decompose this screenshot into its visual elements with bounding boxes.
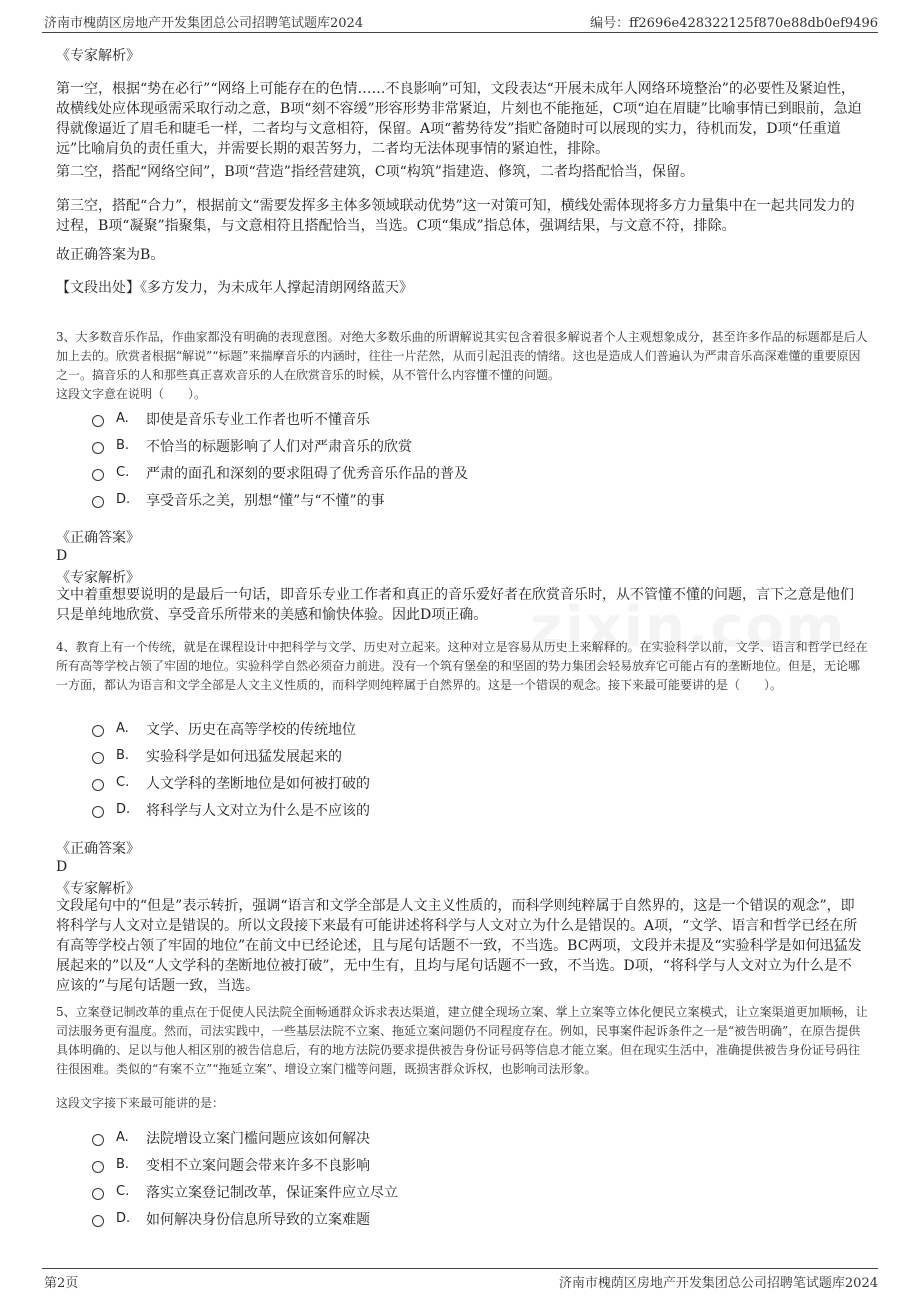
- q3-option-c[interactable]: C. 严肃的面孔和深刻的要求阻碍了优秀音乐作品的普及: [92, 459, 468, 486]
- q4-answer: D: [56, 859, 68, 875]
- radio-icon[interactable]: [92, 752, 104, 764]
- header-rule: [42, 32, 878, 33]
- q3-option-b[interactable]: B. 不恰当的标题影响了人们对严肃音乐的欣赏: [92, 432, 468, 459]
- q4-option-a[interactable]: A. 文学、历史在高等学校的传统地位: [92, 715, 370, 742]
- radio-icon[interactable]: [92, 779, 104, 791]
- q3-analysis: 文中着重想要说明的是最后一句话，即音乐专业工作者和真正的音乐爱好者在欣赏音乐时，从不管懂不懂的问题，言下之意是他们只是单纯地欣赏、享受音乐所带来的美感和愉快体验。因此D项正确。: [56, 587, 854, 623]
- q2-source: 【文段出处】《多方发力，为未成年人撑起清朗网络蓝天》: [56, 280, 413, 296]
- q4-stem: 4、教育上有一个传统，就是在课程设计中把科学与文学、历史对立起来。这种对立是容易从历史上来解释的。在实验科学以前，文学、语言和哲学已经在所有高等学校占领了牢固的地位。实验科学自然必须奋力前进。没有一个筑有堡垒的和坚固的势力集团会轻易放弃它可能占有的垄断地位。但是，无论哪一方面，都认为语言和文学全部是人文主义性质的，而科学则纯粹属于自然界的。这是一个错误的观念。接下来最可能要讲的是（ ）。: [56, 640, 868, 692]
- radio-icon[interactable]: [92, 1215, 104, 1227]
- radio-icon[interactable]: [92, 806, 104, 818]
- q5-option-b[interactable]: B. 变相不立案问题会带来许多不良影响: [92, 1151, 398, 1178]
- radio-icon[interactable]: [92, 1188, 104, 1200]
- q4-options: [92, 715, 370, 823]
- q2-analysis-para-1: 第一空，根据“势在必行”“网络上可能存在的色情……不良影响”可知，文段表达“开展未成年人网络环境整治”的必要性及紧迫性，故横线处应体现亟需采取行动之意，B项“刻不容缓”形容形势非常紧迫，片刻也不能拖延，C项“迫在眉睫”比喻事情已到眼前，急迫得就像逼近了眉毛和睫毛一样，二者均与文意相符，保留。A项“蓄势待发”指贮备随时可以展现的实力，待机而发，D项“任重道远”比喻肩负的责任重大，并需要长期的艰苦努力，二者均无法体现事情的紧迫性，排除。: [56, 81, 862, 157]
- q3-stem: 3、大多数音乐作品，作曲家都没有明确的表现意图。对绝大多数乐曲的所谓解说其实包含着很多解说者个人主观想象成分，甚至许多作品的标题都是后人加上去的。欣赏者根据“解说”“标题”来揣摩音乐的内涵时，往往一片茫然，从而引起沮丧的情绪。这也是造成人们普遍认为严肃音乐高深难懂的重要原因之一。搞音乐的人和那些真正喜欢音乐的人在欣赏音乐的时候，从不管什么内容懂不懂的问题。: [56, 330, 868, 382]
- q3-ask: 这段文字意在说明（ ）。: [56, 387, 207, 401]
- q3-expert-label: 《专家解析》: [56, 570, 140, 586]
- radio-icon[interactable]: [92, 469, 104, 481]
- q4-option-c[interactable]: C. 人文学科的垄断地位是如何被打破的: [92, 769, 370, 796]
- q2-analysis-para-3: 第三空，搭配“合力”，根据前文“需要发挥多主体多领域联动优势”这一对策可知，横线处需体现将多方力量集中在一起共同发力的过程，B项“凝聚”指聚集，与文意相符且搭配恰当，当选。C项“集成”指总体，强调结果，与文意不符，排除。: [56, 198, 855, 234]
- q4-option-b[interactable]: B. 实验科学是如何迅猛发展起来的: [92, 742, 370, 769]
- radio-icon[interactable]: [92, 1134, 104, 1146]
- q5-ask: 这段文字接下来最可能讲的是：: [56, 1096, 225, 1110]
- q2-conclusion: 故正确答案为B。: [56, 247, 165, 263]
- q5-option-a[interactable]: A. 法院增设立案门槛问题应该如何解决: [92, 1124, 398, 1151]
- q4-analysis: 文段尾句中的“但是”表示转折，强调“语言和文学全部是人文主义性质的，而科学则纯粹属于自然界的，这是一个错误的观念”，即将科学与人文对立是错误的。所以文段接下来最有可能讲述将科学与人文对立为什么是错误的。A项，“文学、语言和哲学已经在所有高等学校占领了牢固的地位”在前文中已经论述，且与尾句话题不一致，不当选。BC两项，文段并未提及“实验科学是如何迅猛发展起来的”以及“人文学科的垄断地位被打破”，无中生有，且均与尾句话题不一致，不当选。D项，“将科学与人文对立为什么是不应该的”与尾句话题一致，当选。: [56, 898, 862, 994]
- q5-options: [92, 1124, 398, 1232]
- q3-option-d[interactable]: D. 享受音乐之美，别想“懂”与“不懂”的事: [92, 486, 468, 513]
- q4-answer-label: 《正确答案》: [56, 841, 140, 857]
- q2-expert-label: 《专家解析》: [56, 48, 140, 64]
- footer-page-number: 第2页: [44, 1276, 79, 1291]
- header-title: 济南市槐荫区房地产开发集团总公司招聘笔试题库2024: [44, 16, 364, 31]
- radio-icon[interactable]: [92, 442, 104, 454]
- q3-option-a[interactable]: A. 即使是音乐专业工作者也听不懂音乐: [92, 405, 468, 432]
- q5-option-d[interactable]: D. 如何解决身份信息所导致的立案难题: [92, 1205, 398, 1232]
- q5-option-c[interactable]: C. 落实立案登记制改革，保证案件应立尽立: [92, 1178, 398, 1205]
- q3-answer: D: [56, 548, 68, 564]
- radio-icon[interactable]: [92, 496, 104, 508]
- q5-stem: 5、立案登记制改革的重点在于促使人民法院全面畅通群众诉求表达渠道，建立健全现场立案、掌上立案等立体化便民立案模式，让立案渠道更加顺畅，让司法服务更有温度。然而，司法实践中，一些基层法院不立案、拖延立案问题仍不同程度存在。例如，民事案件起诉条件之一是“被告明确”，在原告提供具体明确的、足以与他人相区别的被告信息后，有的地方法院仍要求提供被告身份证号码等信息才能立案。但在现实生活中，准确提供被告身份证号码往往很困难。类似的“有案不立”“拖延立案”、增设立案门槛等问题，既损害群众诉权，也影响司法形象。: [56, 1005, 868, 1076]
- footer-title: 济南市槐荫区房地产开发集团总公司招聘笔试题库2024: [558, 1276, 878, 1291]
- q3-options: [92, 405, 468, 513]
- footer-rule: [42, 1268, 878, 1269]
- radio-icon[interactable]: [92, 725, 104, 737]
- q4-option-d[interactable]: D. 将科学与人文对立为什么是不应该的: [92, 796, 370, 823]
- radio-icon[interactable]: [92, 415, 104, 427]
- q2-analysis-para-2: 第二空，搭配“网络空间”，B项“营造”指经营建筑，C项“构筑”指建造、修筑，二者均搭配恰当，保留。: [56, 164, 694, 180]
- q4-expert-label: 《专家解析》: [56, 881, 140, 897]
- q3-answer-label: 《正确答案》: [56, 530, 140, 546]
- radio-icon[interactable]: [92, 1161, 104, 1173]
- header-doc-number: 编号：ff2696e428322125f870e88db0ef9496: [590, 16, 878, 31]
